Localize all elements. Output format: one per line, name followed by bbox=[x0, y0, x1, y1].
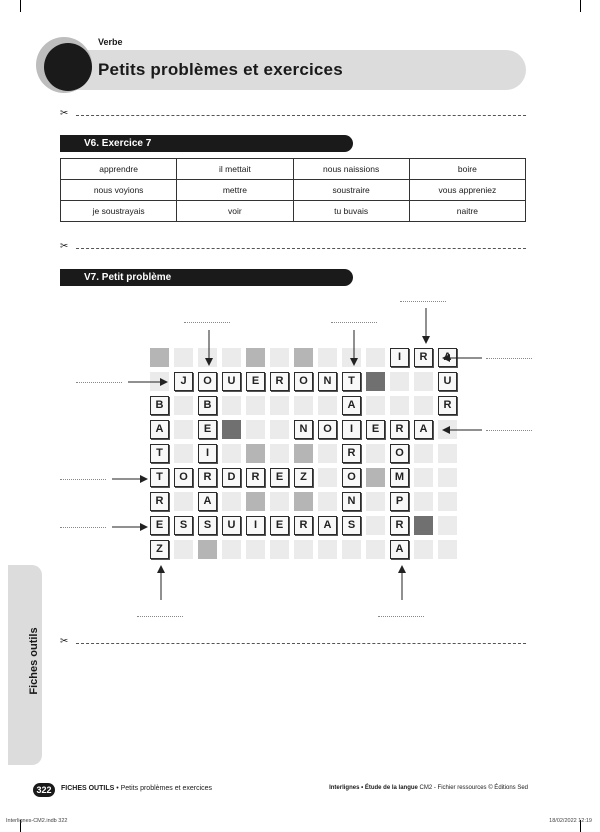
table-cell: boire bbox=[409, 159, 525, 180]
letter-tile: R bbox=[390, 420, 409, 439]
scissors-icon: ✂ bbox=[60, 636, 69, 647]
dashed-line bbox=[76, 643, 526, 644]
letter-tile: I bbox=[390, 348, 409, 367]
table-cell: il mettait bbox=[177, 159, 293, 180]
letter-tile: R bbox=[150, 492, 169, 511]
letter-tile: O bbox=[198, 372, 217, 391]
letter-tile: R bbox=[270, 372, 289, 391]
answer-blank[interactable] bbox=[184, 322, 230, 323]
letter-tile: Z bbox=[294, 468, 313, 487]
section-label: Verbe bbox=[98, 37, 123, 47]
letter-tile: B bbox=[150, 396, 169, 415]
letter-tile: N bbox=[318, 372, 337, 391]
letter-tile: U bbox=[222, 372, 241, 391]
table-cell: nous naissions bbox=[293, 159, 409, 180]
answer-blank[interactable] bbox=[137, 616, 183, 617]
letter-tile: T bbox=[150, 444, 169, 463]
letter-tile: I bbox=[342, 420, 361, 439]
table-cell: apprendre bbox=[61, 159, 177, 180]
table-cell: naitre bbox=[409, 201, 525, 222]
letter-tile: A bbox=[342, 396, 361, 415]
footer-right bbox=[329, 785, 528, 791]
footer-left-text: • Petits problèmes et exercices bbox=[114, 785, 213, 792]
letter-tile: R bbox=[438, 396, 457, 415]
letter-tile: O bbox=[294, 372, 313, 391]
footer-left bbox=[61, 785, 212, 792]
answer-blank[interactable] bbox=[331, 322, 377, 323]
table-cell: je soustrayais bbox=[61, 201, 177, 222]
letter-tile: A bbox=[390, 540, 409, 559]
letter-tile: E bbox=[270, 468, 289, 487]
answer-blank[interactable] bbox=[76, 382, 122, 383]
answer-blank[interactable] bbox=[486, 430, 532, 431]
letter-tile: I bbox=[246, 516, 265, 535]
answer-blank[interactable] bbox=[60, 527, 106, 528]
letter-tile: N bbox=[294, 420, 313, 439]
letter-tile: R bbox=[342, 444, 361, 463]
letter-tile: T bbox=[342, 372, 361, 391]
letter-tile: A bbox=[198, 492, 217, 511]
letter-tile: E bbox=[366, 420, 385, 439]
letter-tile: D bbox=[222, 468, 241, 487]
table-cell: mettre bbox=[177, 180, 293, 201]
table-cell: nous voyions bbox=[61, 180, 177, 201]
footer-left-bold: FICHES OUTILS bbox=[61, 785, 115, 792]
page-number: 322 bbox=[33, 783, 55, 797]
letter-tile: A bbox=[438, 348, 457, 367]
letter-tile: B bbox=[198, 396, 217, 415]
exercise-title: V6. Exercice 7 bbox=[60, 135, 353, 152]
footer-right-text: CM2 - Fichier ressources © Éditions Sed bbox=[417, 785, 528, 791]
letter-tile: O bbox=[342, 468, 361, 487]
letter-tile: R bbox=[198, 468, 217, 487]
letter-tile: O bbox=[174, 468, 193, 487]
page-title: Petits problèmes et exercices bbox=[98, 60, 343, 79]
answer-blank[interactable] bbox=[60, 479, 106, 480]
letter-tile: A bbox=[318, 516, 337, 535]
letter-tile: E bbox=[150, 516, 169, 535]
cut-line bbox=[60, 638, 526, 648]
letter-tile: R bbox=[246, 468, 265, 487]
letter-tile: R bbox=[390, 516, 409, 535]
answer-blank[interactable] bbox=[486, 358, 532, 359]
answer-blank[interactable] bbox=[400, 301, 446, 302]
scissors-icon: ✂ bbox=[60, 108, 69, 119]
letter-tile: E bbox=[270, 516, 289, 535]
letter-tile: E bbox=[198, 420, 217, 439]
letter-tile: N bbox=[342, 492, 361, 511]
answer-blank[interactable] bbox=[378, 616, 424, 617]
letter-tile: I bbox=[198, 444, 217, 463]
footer-right-bold: Interlignes • Étude de la langue bbox=[329, 785, 418, 791]
letter-tile: J bbox=[174, 372, 193, 391]
letter-tile: R bbox=[294, 516, 313, 535]
letter-tile: P bbox=[390, 492, 409, 511]
scissors-icon: ✂ bbox=[60, 241, 69, 252]
letter-tile: A bbox=[150, 420, 169, 439]
problem-title: V7. Petit problème bbox=[60, 269, 353, 286]
letter-tile: Z bbox=[150, 540, 169, 559]
letter-tile: T bbox=[150, 468, 169, 487]
print-slug-right: 18/02/2022 12:19 bbox=[549, 818, 592, 824]
letter-tile: S bbox=[342, 516, 361, 535]
table-cell: tu buvais bbox=[293, 201, 409, 222]
letter-tile: E bbox=[246, 372, 265, 391]
letter-tile: R bbox=[414, 348, 433, 367]
letter-tile: O bbox=[318, 420, 337, 439]
letter-tile: U bbox=[438, 372, 457, 391]
sidebar-label: Fiches outils bbox=[28, 627, 40, 695]
table-cell: soustraire bbox=[293, 180, 409, 201]
letter-tile: U bbox=[222, 516, 241, 535]
letter-tile: M bbox=[390, 468, 409, 487]
print-slug-left: Interlignes-CM2.indb 322 bbox=[6, 818, 68, 824]
letter-tile: S bbox=[198, 516, 217, 535]
letter-tile: S bbox=[174, 516, 193, 535]
table-cell: vous appreniez bbox=[409, 180, 525, 201]
letter-tile: A bbox=[414, 420, 433, 439]
letter-tile: O bbox=[390, 444, 409, 463]
table-cell: voir bbox=[177, 201, 293, 222]
